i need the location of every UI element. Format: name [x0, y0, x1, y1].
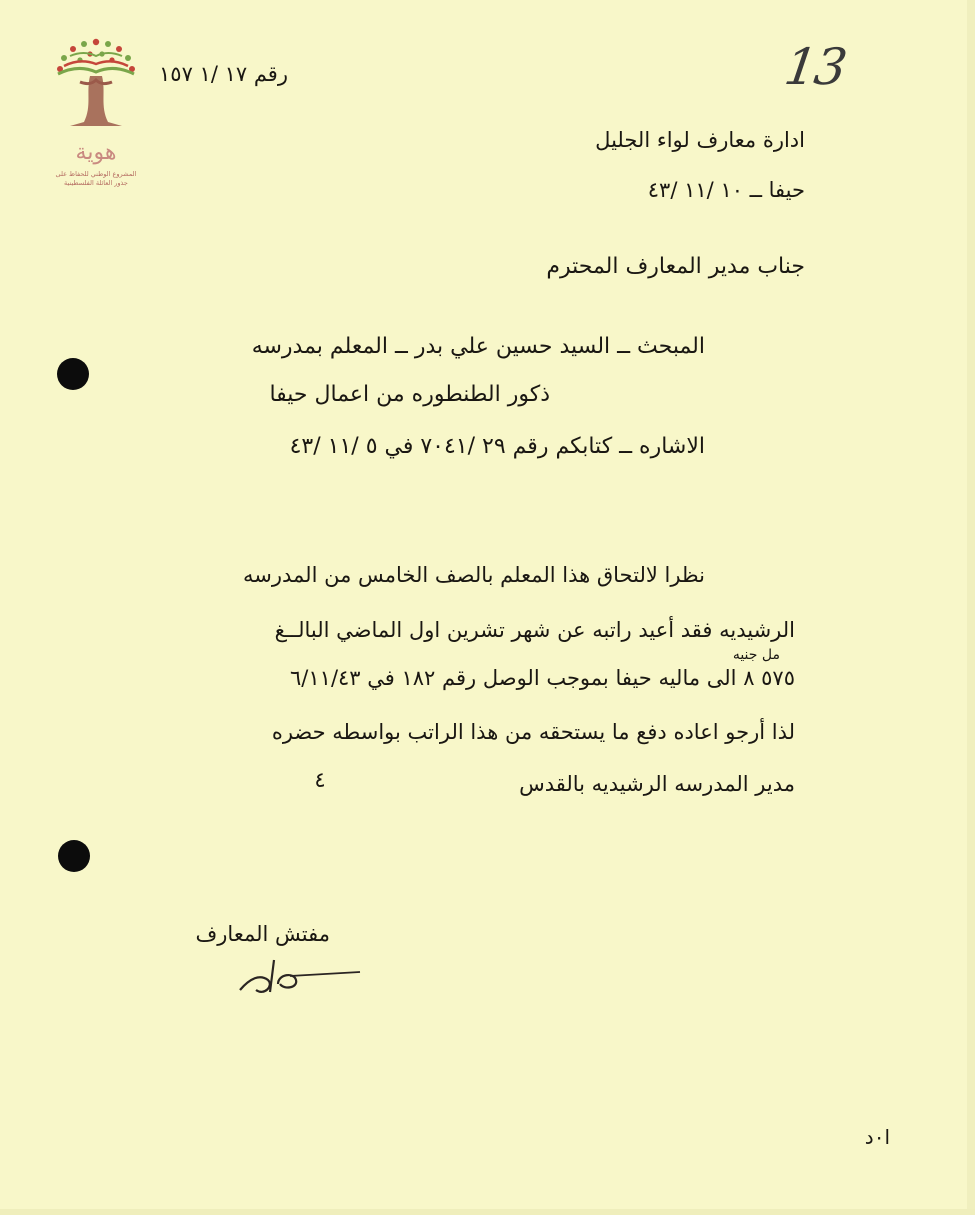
addressee: جناب مدير المعارف المحترم — [546, 254, 805, 279]
page-edge-bottom — [0, 1209, 975, 1215]
logo-brand-text: هوية — [75, 140, 117, 165]
punch-hole-top — [57, 358, 89, 390]
body-line-5-mark: ٤ — [314, 768, 326, 792]
body-line-2: الرشيديه فقد أعيد راتبه عن شهر تشرين اول الماضي البالــغ — [274, 618, 795, 642]
logo-caption-line2: جذور العائلة الفلسطينية — [64, 179, 128, 187]
hawiya-logo — [40, 34, 152, 194]
reference-number: رقم ١٧ /١ ١٥٧ — [159, 62, 288, 86]
body-line-3: ٥٧٥ ٨ الى ماليه حيفا بموجب الوصل رقم ١٨٢ في ٦/١١/٤٣ — [290, 666, 795, 690]
place-and-date: حيفا ــ ١٠ /١١ /٤٣ — [647, 178, 805, 202]
tree-logo-icon — [40, 34, 152, 144]
subject-line-1: المبحث ــ السيد حسين علي بدر ــ المعلم بمدرسه — [251, 334, 705, 359]
signature-mark-icon — [230, 950, 370, 1000]
subject-line-2: ذكور الطنطوره من اعمال حيفا — [269, 382, 550, 407]
footer-code: ا٠د — [864, 1125, 890, 1149]
body-line-5: مدير المدرسه الرشيديه بالقدس — [519, 772, 795, 796]
signature-title: مفتش المعارف — [195, 922, 330, 946]
logo-caption-line1: المشروع الوطني للحفاظ على — [55, 170, 137, 178]
page-edge-right — [967, 0, 975, 1215]
punch-hole-bottom — [58, 840, 90, 872]
department-name: ادارة معارف لواء الجليل — [595, 128, 805, 152]
page-number: 13 — [780, 38, 849, 96]
body-line-1: نظرا لالتحاق هذا المعلم بالصف الخامس من المدرسه — [243, 563, 705, 587]
body-amount-annotation: مل جنيه — [732, 647, 780, 663]
body-line-4: لذا أرجو اعاده دفع ما يستحقه من هذا الراتب بواسطه حضره — [271, 720, 795, 744]
subject-reference: الاشاره ــ كتابكم رقم ٢٩ /٧٠٤١ في ٥ /١١ /٤٣ — [289, 434, 705, 459]
